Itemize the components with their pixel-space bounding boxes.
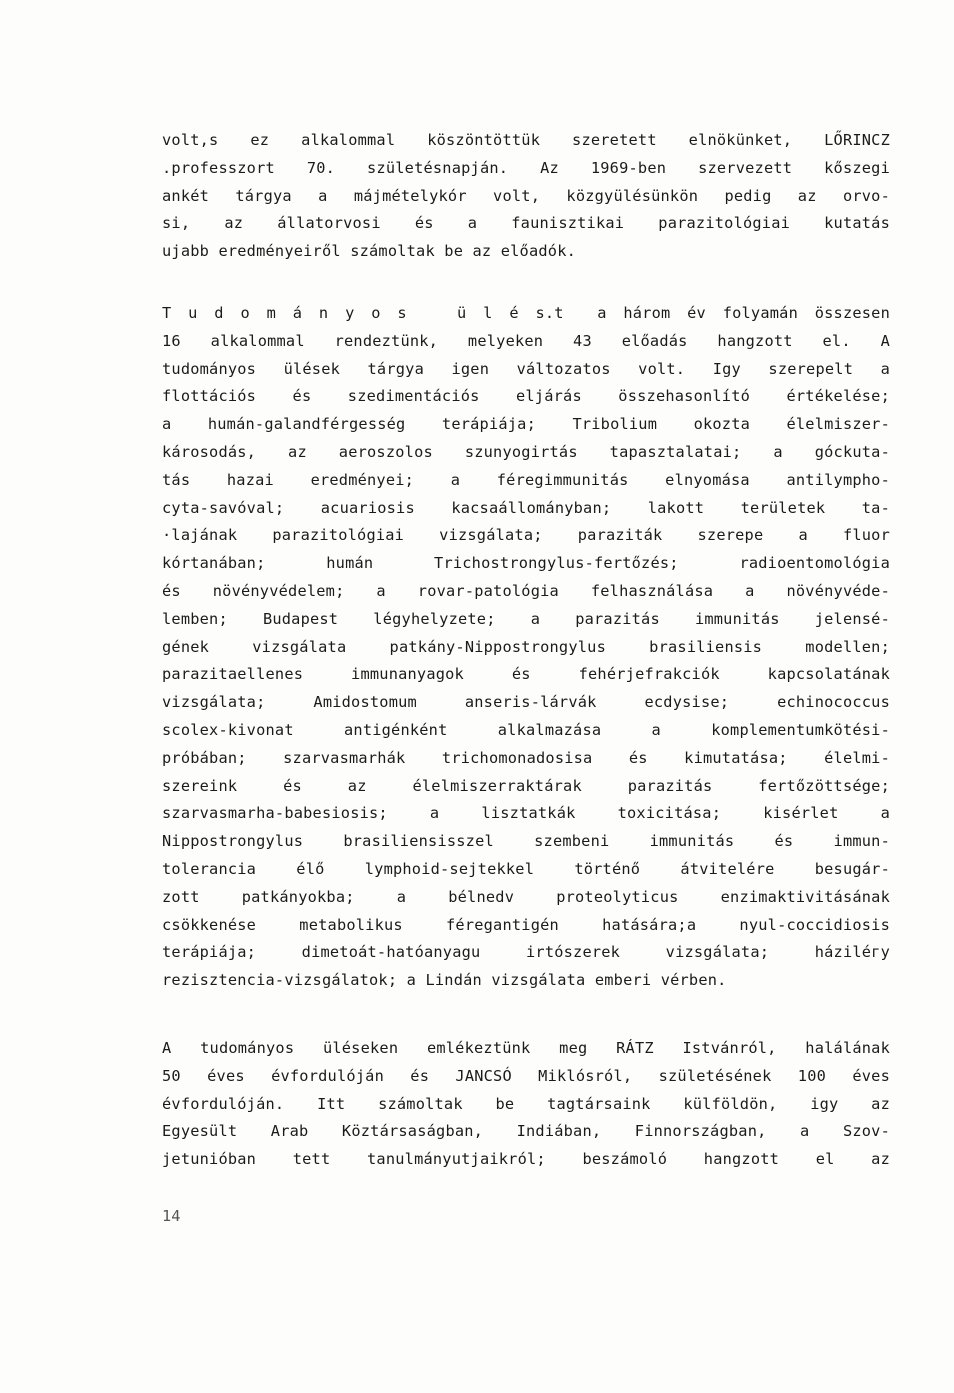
text-line: ·lajának parazitológiai vizsgálata; paraziták szerepe a fluor — [162, 526, 890, 545]
text-line: parazitaellenes immunanyagok és fehérjefrakciók kapcsolatának — [162, 665, 890, 684]
text-line: lemben; Budapest légyhelyzete; a parazitás immunitás jelensé- — [162, 609, 890, 628]
text-line: 16 alkalommal rendeztünk, melyeken 43 előadás hangzott el. A — [162, 331, 890, 350]
text-line: cyta-savóval; acuariosis kacsaállományban; lakott területek ta- — [162, 498, 890, 517]
text-line: zott patkányokba; a bélnedv proteolyticus enzimaktivitásának — [162, 887, 890, 906]
text-line: .professzort 70. születésnapján. Az 1969-ben szervezett kőszegi — [162, 158, 890, 177]
text-line: si, az állatorvosi és a faunisztikai parazitológiai kutatás — [162, 214, 890, 233]
text-line: scolex-kivonat antigénként alkalmazása a komplementumkötési- — [162, 720, 890, 739]
text-line: próbában; szarvasmarhák trichomonadosisa és kimutatása; élelmi- — [162, 748, 890, 767]
text-line: szarvasmarha-babesiosis; a lisztatkák toxicitása; kisérlet a — [162, 804, 890, 823]
text-line: 50 éves évfordulóján és JANCSÓ Miklósról, születésének 100 éves — [162, 1066, 890, 1085]
text-line: flottációs és szedimentációs eljárás összehasonlító értékelése; — [162, 387, 890, 406]
paragraph-1 — [162, 127, 890, 266]
text-line: gének vizsgálata patkány-Nippostrongylus brasiliensis modellen; — [162, 637, 890, 656]
text-line: károsodás, az aeroszolos szunyogirtás tapasztalatai; a góckuta- — [162, 442, 890, 461]
text-line: A tudományos üléseken emlékeztünk meg RÁTZ Istvánról, halálának — [162, 1039, 890, 1057]
text-line: ujabb eredményeiről számoltak be az előadók. — [162, 242, 577, 261]
text-line: Egyesült Arab Köztársaságban, Indiában, Finnországban, a Szov- — [162, 1122, 890, 1141]
text-line: évfordulóján. Itt számoltak be tagtársaink külföldön, igy az — [162, 1094, 890, 1113]
text-line: terápiája; dimetoát-hatóanyagu irtószerek vizsgálata; háziléгу — [162, 943, 890, 962]
text-line: szereink és az élelmiszerraktárak parazitás fertőzöttsége; — [162, 776, 890, 795]
text-line: a humán-galandférgesség terápiája; Tribolium okozta élelmiszer- — [162, 415, 890, 434]
text-line: rezisztencia-vizsgálatok; a Lindán vizsgálata emberi vérben. — [162, 971, 727, 990]
text-line: tás hazai eredményei; a féregimmunitás elnyomása antilympho- — [162, 470, 890, 489]
text-line: ankét tárgya a májmételykór volt, közgyülésünkön pedig az orvo- — [162, 186, 890, 205]
text-line: tolerancia élő lymphoid-sejtekkel történő átvitelére besugár- — [162, 859, 890, 878]
text-line: vizsgálata; Amidostomum anseris-lárvák ecdysise; echinococcus — [162, 693, 890, 712]
page-number: 14 — [162, 1207, 181, 1225]
text-line: és növényvédelem; a rovar-patológia felhasználása a növényvéde- — [162, 581, 890, 600]
paragraph-3 — [162, 1035, 890, 1174]
text-line: volt,s ez alkalommal köszöntöttük szeretett elnökünket, LŐRINCZ — [162, 131, 890, 149]
text-line: jetunióban tett tanulmányutjaikról; beszámoló hangzott el az — [162, 1150, 890, 1169]
text-line: Nippostrongylus brasiliensisszel szembeni immunitás és immun- — [162, 832, 890, 851]
paragraph-2 — [162, 300, 890, 995]
text-line: tudományos ülések tárgya igen változatos volt. Igy szerepelt a — [162, 359, 890, 378]
text-line: T u d o m á n y o s ü l é s.t a három év folyamán összesen — [162, 304, 890, 322]
text-line: kórtanában; humán Trichostrongylus-fertőzés; radioentomológia — [162, 554, 890, 573]
text-line: csökkenése metabolikus féregantigén hatására;a nyul-coccidiosis — [162, 915, 890, 934]
